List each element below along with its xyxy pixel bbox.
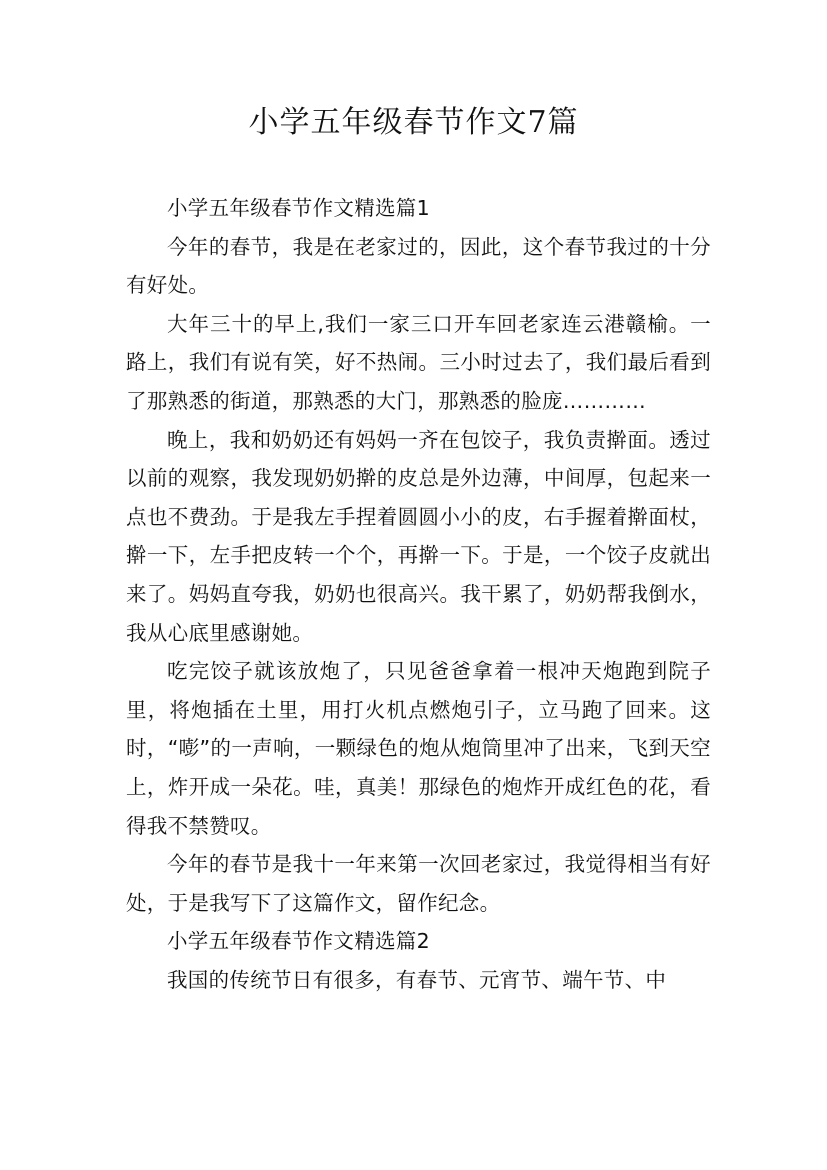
paragraph: 今年的春节，我是在老家过的，因此，这个春节我过的十分有好处。 <box>126 234 711 298</box>
section-heading-2: 小学五年级春节作文精选篇2 <box>167 929 430 954</box>
paragraph: 吃完饺子就该放炮了，只见爸爸拿着一根冲天炮跑到院子里，将炮插在土里，用打火机点燃炮引子，立马跑了回来。这时，“嘭”的一声响，一颗绿色的炮从炮筒里冲了出来，飞到天空上，炸开成一朵花。哇，真美！那绿色的炮炸开成红色的花，看得我不禁赞叹。 <box>126 659 711 838</box>
paragraph: 我国的传统节日有很多，有春节、元宵节、端午节、中 <box>167 967 667 992</box>
document-title: 小学五年级春节作文7篇 <box>248 105 579 140</box>
paragraph: 今年的春节是我十一年来第一次回老家过，我觉得相当有好处，于是我写下了这篇作文，留作纪念。 <box>126 852 711 915</box>
document-body <box>126 189 711 999</box>
paragraph: 晚上，我和奶奶还有妈妈一齐在包饺子，我负责擀面。透过以前的观察，我发现奶奶擀的皮总是外边薄，中间厚，包起来一点也不费劲。于是我左手捏着圆圆小小的皮，右手握着擀面杖，擀一下，左手把皮转一个个，再擀一下。于是，一个饺子皮就出来了。妈妈直夸我，奶奶也很高兴。我干累了，奶奶帮我倒水，我从心底里感谢她。 <box>126 427 711 645</box>
section-heading-1: 小学五年级春节作文精选篇1 <box>167 196 430 220</box>
paragraph: 大年三十的早上,我们一家三口开车回老家连云港赣榆。一路上，我们有说有笑，好不热闹。三小时过去了，我们最后看到了那熟悉的街道，那熟悉的大门，那熟悉的脸庞………… <box>126 311 711 413</box>
